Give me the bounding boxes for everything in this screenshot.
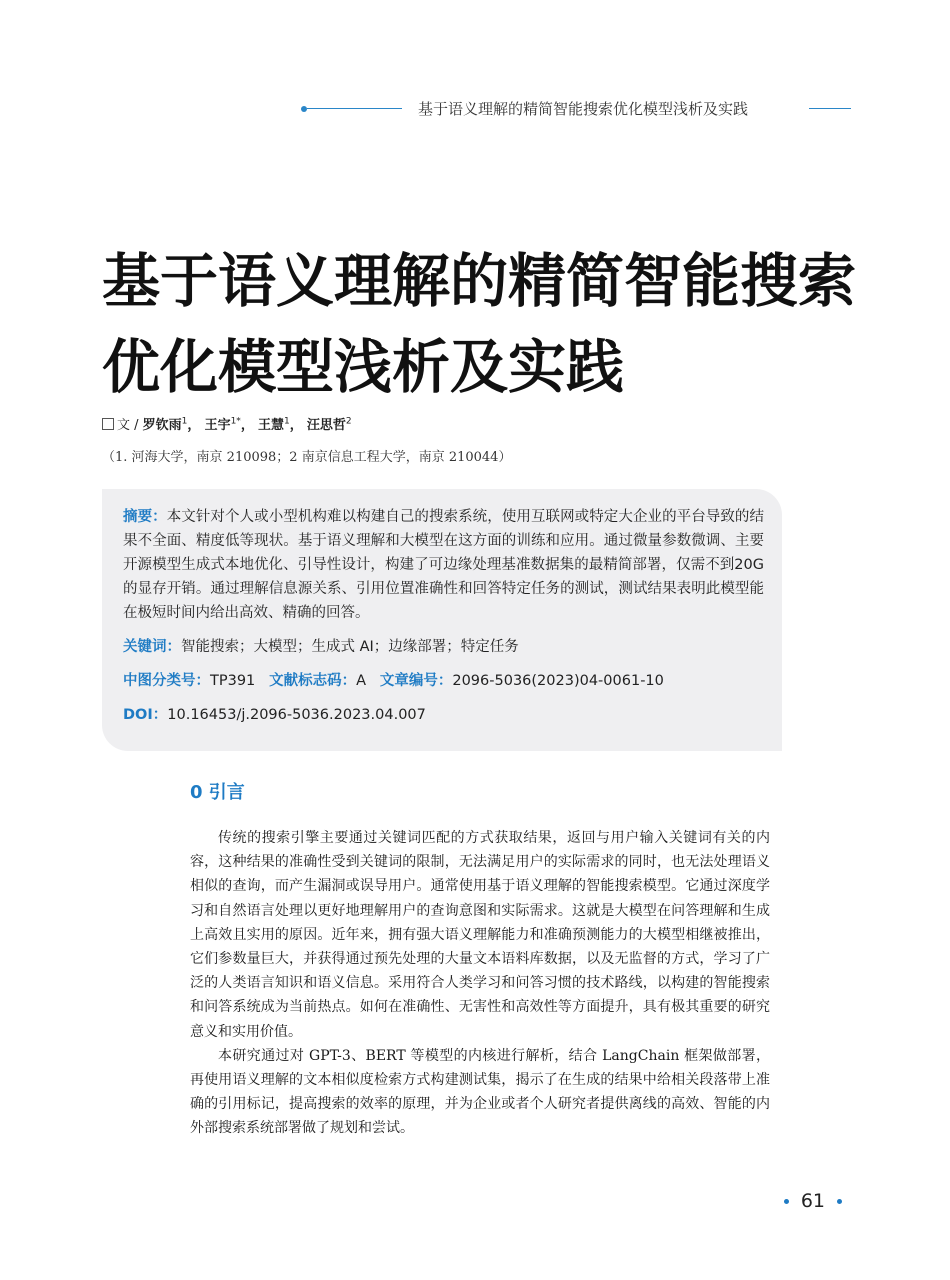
articleno-value: 2096-5036(2023)04-0061-10 bbox=[452, 673, 664, 689]
byline-box-icon bbox=[102, 418, 114, 430]
doi-label: DOI： bbox=[123, 707, 168, 723]
author-separator: ， bbox=[289, 418, 303, 433]
clc-label: 中图分类号： bbox=[123, 673, 210, 689]
abstract-box bbox=[102, 489, 782, 751]
page-dot-right bbox=[837, 1199, 842, 1204]
doccode-value: A bbox=[356, 673, 367, 689]
article-title bbox=[102, 238, 882, 410]
abstract-label: 摘要： bbox=[123, 509, 167, 525]
paragraph: 传统的搜索引擎主要通过关键词匹配的方式获取结果，返回与用户输入关键词有关的内容，这种结果的准确性受到关键词的限制，无法满足用户的实际需求的同时，也无法处理语义相似的查询，而产生漏洞或误导用户。通常使用基于语义理解的智能搜索模型。它通过深度学习和自然语言处理以更好地理解用户的查询意图和实际需求。这就是大模型在问答理解和生成上高效且实用的原因。近年来，拥有强大语义理解能力和准确预测能力的大模型相继被推出，它们参数量巨大，并获得通过预先处理的大量文本语料库数据，以及无监督的方式，学习了广泛的人类语言知识和语义信息。采用符合人类学习和问答习惯的技术路线，以构建的智能搜索和问答系统成为当前热点。如何在准确性、无害性和高效性等方面提升，具有极其重要的研究意义和实用价值。 bbox=[190, 830, 770, 1040]
paragraph: 本研究通过对 GPT-3、BERT 等模型的内核进行解析，结合 LangChain 框架做部署，再使用语义理解的文本相似度检索方式构建测试集，揭示了在生成的结果中给相关段落带上准确的引用标记，提高搜索的效率的原理，并为企业或者个人研究者提供离线的高效、智能的内外部搜索系统部署做了规划和尝试。 bbox=[190, 1047, 770, 1137]
doccode-label: 文献标志码： bbox=[269, 673, 357, 689]
page-dot-left bbox=[784, 1199, 789, 1204]
header-dot bbox=[301, 106, 307, 112]
clc-value: TP391 bbox=[210, 673, 256, 689]
author-affil-mark: 1* bbox=[230, 416, 241, 427]
body-text bbox=[190, 826, 770, 1141]
abstract-text: 本文针对个人或小型机构难以构建自己的搜索系统，使用互联网或特定大企业的平台导致的结果不全面、精度低等现状。基于语义理解和大模型在这方面的训练和应用。通过微量参数微调、主要开源模型生成式本地优化、引导性设计，构建了可边缘处理基准数据集的最精简部署，仅需不到20G的显存开销。通过理解信息源关系、引用位置准确性和回答特定任务的测试，测试结果表明此模型能在极短时间内给出高效、精确的回答。 bbox=[123, 509, 765, 621]
header-rule-left bbox=[307, 108, 402, 109]
page-number bbox=[772, 1190, 854, 1212]
author-affil-mark: 1 bbox=[181, 416, 188, 427]
byline bbox=[102, 414, 352, 433]
keywords-text: 智能搜索；大模型；生成式 AI；边缘部署；特定任务 bbox=[181, 639, 519, 655]
affiliation: （1. 河海大学，南京 210098；2 南京信息工程大学，南京 210044） bbox=[102, 450, 512, 465]
author-affil-mark: 2 bbox=[345, 416, 352, 427]
author-name: 汪思哲 bbox=[306, 418, 346, 433]
header-rule-right bbox=[809, 108, 851, 109]
doi-line bbox=[123, 703, 764, 727]
article-title-line2: 优化模型浅析及实践 bbox=[102, 333, 625, 401]
abstract bbox=[123, 505, 764, 625]
keywords-label: 关键词： bbox=[123, 639, 181, 655]
keywords bbox=[123, 635, 764, 659]
articleno-label: 文章编号： bbox=[379, 673, 453, 689]
classification-line bbox=[123, 669, 764, 693]
section-heading: 0 引言 bbox=[190, 782, 245, 803]
running-header-title: 基于语义理解的精简智能搜索优化模型浅析及实践 bbox=[418, 100, 749, 118]
author-separator: ， bbox=[187, 418, 201, 433]
author-affil-mark: 1 bbox=[283, 416, 290, 427]
byline-prefix: 文 / bbox=[117, 418, 139, 433]
page-number-text: 61 bbox=[800, 1190, 825, 1212]
author-name: 王慧 bbox=[257, 418, 284, 433]
author-separator: ， bbox=[240, 418, 254, 433]
running-header bbox=[0, 98, 950, 122]
author-name: 罗钦雨 bbox=[142, 418, 182, 433]
article-title-line1: 基于语义理解的精简智能搜索 bbox=[102, 247, 857, 315]
author-name: 王宇 bbox=[204, 418, 231, 433]
doi-value: 10.16453/j.2096-5036.2023.04.007 bbox=[167, 707, 426, 723]
